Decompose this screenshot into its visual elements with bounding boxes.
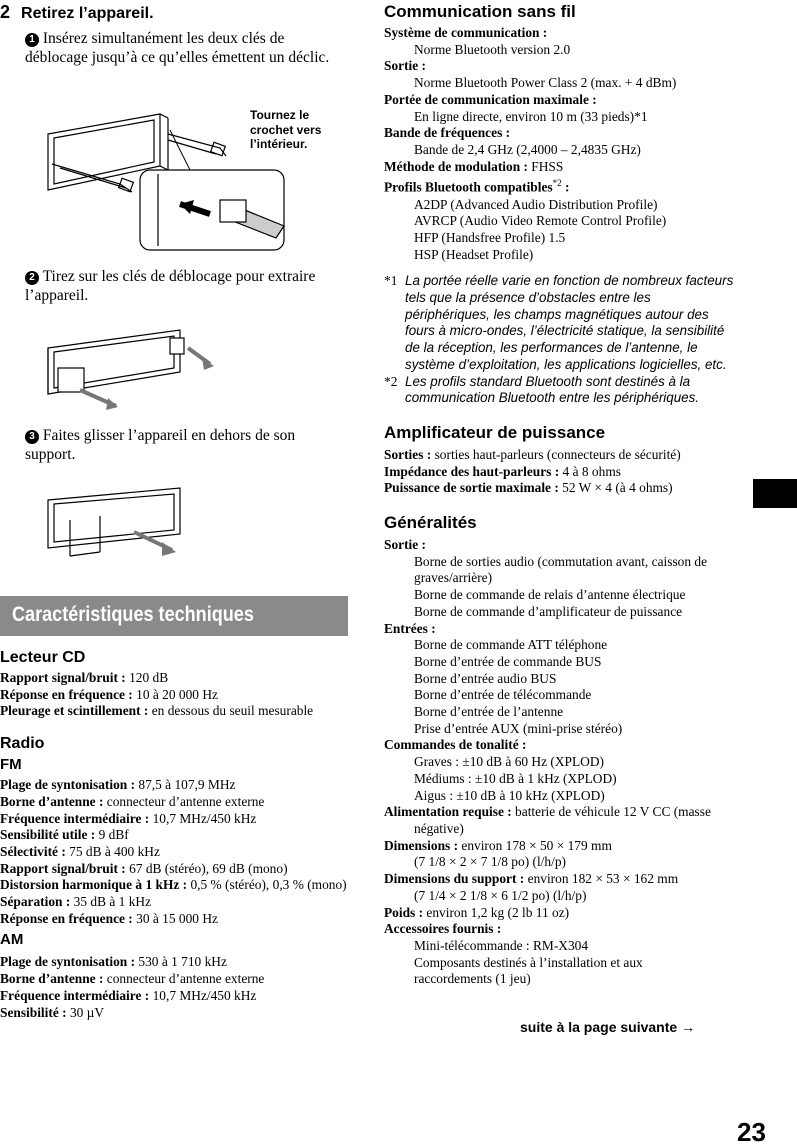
continue-text: suite à la page suivante — [520, 1019, 678, 1035]
footnote-2: *2 Les profils standard Bluetooth sont destinés à la communication Bluetooth entre les périphériques. — [384, 373, 700, 406]
step-2-badge: 2 — [25, 271, 39, 285]
fm-item: Borne d’antenne : connecteur d’antenne externe — [0, 793, 265, 809]
fm-item: Sensibilité utile : 9 dBf — [0, 827, 129, 843]
fm-heading: FM — [0, 756, 22, 774]
fm-item: Plage de syntonisation : 87,5 à 107,9 MHz — [0, 777, 236, 793]
am-item: Plage de syntonisation : 530 à 1 710 kHz — [0, 954, 227, 970]
arrow-right-icon: → — [681, 1019, 696, 1035]
extract-unit-illustration — [40, 318, 230, 413]
fm-item: Réponse en fréquence : 30 à 15 000 Hz — [0, 910, 218, 926]
step-heading — [0, 2, 154, 23]
amp-item: Puissance de sortie maximale : 52 W × 4 (à 4 ohms) — [384, 480, 673, 496]
substep-2 — [25, 267, 345, 305]
callout-text: Tournez le crochet vers l’intérieur. — [250, 108, 322, 151]
banner-title: Caractéristiques techniques — [12, 603, 254, 626]
continue-note — [520, 1019, 695, 1035]
substep-1-text: Insérez simultanément les deux clés de déblocage jusqu’à ce qu’elles émettent un déclic. — [25, 30, 330, 66]
cd-item: Réponse en fréquence : 10 à 20 000 Hz — [0, 686, 218, 702]
step-title: Retirez l’appareil. — [21, 5, 154, 22]
am-heading: AM — [0, 931, 24, 949]
slide-out-illustration — [40, 480, 200, 565]
amp-heading: Amplificateur de puissance — [384, 422, 606, 442]
step-1-badge: 1 — [25, 33, 39, 47]
fm-item: Rapport signal/bruit : 67 dB (stéréo), 69 dB (mono) — [0, 860, 288, 876]
fm-item: Distorsion harmonique à 1 kHz : 0,5 % (stéréo), 0,3 % (mono) — [0, 877, 347, 893]
profile-item: HFP (Handsfree Profile) 1.5 — [414, 229, 566, 245]
profile-item: A2DP (Advanced Audio Distribution Profile) — [414, 196, 658, 212]
amp-item: Impédance des haut-parleurs : 4 à 8 ohms — [384, 463, 621, 479]
am-item: Sensibilité : 30 µV — [0, 1004, 105, 1020]
substep-1 — [25, 29, 345, 67]
cd-item: Rapport signal/bruit : 120 dB — [0, 670, 169, 685]
fm-item: Fréquence intermédiaire : 10,7 MHz/450 kHz — [0, 810, 257, 826]
page-number: 23 — [737, 1117, 766, 1147]
profile-item: HSP (Headset Profile) — [414, 246, 534, 262]
fm-item: Séparation : 35 dB à 1 kHz — [0, 894, 152, 910]
am-item: Fréquence intermédiaire : 10,7 MHz/450 kHz — [0, 987, 257, 1003]
substep-3 — [25, 426, 345, 464]
radio-heading: Radio — [0, 735, 45, 753]
cd-item: Pleurage et scintillement : en dessous du seuil mesurable — [0, 703, 314, 719]
amp-item: Sorties : sorties haut-parleurs (connecteurs de sécurité) — [384, 446, 681, 462]
am-item: Borne d’antenne : connecteur d’antenne externe — [0, 971, 265, 987]
profile-item: AVRCP (Audio Video Remote Control Profile) — [414, 213, 667, 229]
general-heading: Généralités — [384, 513, 477, 533]
fm-item: Sélectivité : 75 dB à 400 kHz — [0, 843, 160, 859]
specs-right-column: Communication sans fil Système de communication : Norme Bluetooth version 2.0 Sortie : Norme Bluetooth Power Class 2 (max. + 4 dBm) Portée de communication maximale : En ligne directe, environ 10 m (33 pieds)*1 Bande de fréquences : Bande de 2,4 GHz (2,4000 – 2,4835 GHz) Méthode de modulation : FHSS Profils Bluetooth compatibles$^{*2}$ : A2DP (Advanced Audio Distribution Profile) AVRCP (Audio Video Remote Control Profile) HFP (Handsfree Profile) 1.5 HSP (Headset Profile) *1 La portée réelle varie en fonction de nombreux facteurs tels que la présence d’obstacles entre les périphériques, les champs magnétiques autour des fours à micro-ondes, l’électricité statique, la sensibilité de la réception, les performances de l’antenne, le système d’exploitation, les applications logicielles, etc. *2 Les profils standard Bluetooth sont destinés à la communication Bluetooth entre les périphériques. Amplificateur de puissance Sorties : sorties haut-parleurs (connecteurs de sécurité) Impédance des haut-parleurs : 4 à 8 ohms Puissance de sortie maximale : 52 W × 4 (à 4 ohms) Généralités Sortie : Borne de sorties audio (commutation avant, caisson de graves/arrière) Borne de commande de relais d’antenne électrique Borne de commande d’amplificateur de puissance Entrées : Borne de commande ATT téléphone Borne d’entrée de commande BUS Borne d’entrée audio BUS Borne d’entrée de télécommande Borne d’entrée de l’antenne Prise d’entrée AUX (mini-prise stéréo) Commandes de tonalité : Graves : ±10 dB à 60 Hz (XPLOD) Médiums : ±10 dB à 1 kHz (XPLOD) Aigus : ±10 dB à 10 kHz (XPLOD) Alimentation requise : batterie de véhicule 12 V CC (masse négative) Dimensions : environ 178 × 50 × 179 mm (7 1/8 × 2 × 7 1/8 po) (l/h/p) Dimensions du support : environ 182 × 53 × 162 mm (7 1/4 × 2 1/8 × 6 1/2 po) (l/h/p) Poids : environ 1,2 kg (2 lb 11 oz) Accessoires fournis : Mini-télécommande : RM-X304 Composants destinés à l’installation et aux raccordements (1 jeu) — [384, 2, 734, 987]
specs-banner — [0, 596, 348, 636]
comm-heading: Communication sans fil — [384, 2, 576, 21]
footnote-1: *1 La portée réelle varie en fonction de nombreux facteurs tels que la présence d’obstacles entre les périphériques, les champs magnétiques autour des fours à micro-ondes, l’électricité statique, la sensibilité de la réception, les performances de l’antenne, le système d’exploitation, les applications logicielles, etc. — [384, 273, 734, 372]
step-3-badge: 3 — [25, 430, 39, 444]
cd-heading: Lecteur CD — [0, 649, 86, 666]
section-tab — [753, 479, 797, 508]
substep-2-text: Tirez sur les clés de déblocage pour extraire l’appareil. — [25, 268, 316, 304]
step-number: 2 — [0, 2, 11, 22]
substep-3-text: Faites glisser l’appareil en dehors de son support. — [25, 427, 296, 463]
specs-left-column — [0, 648, 348, 1021]
